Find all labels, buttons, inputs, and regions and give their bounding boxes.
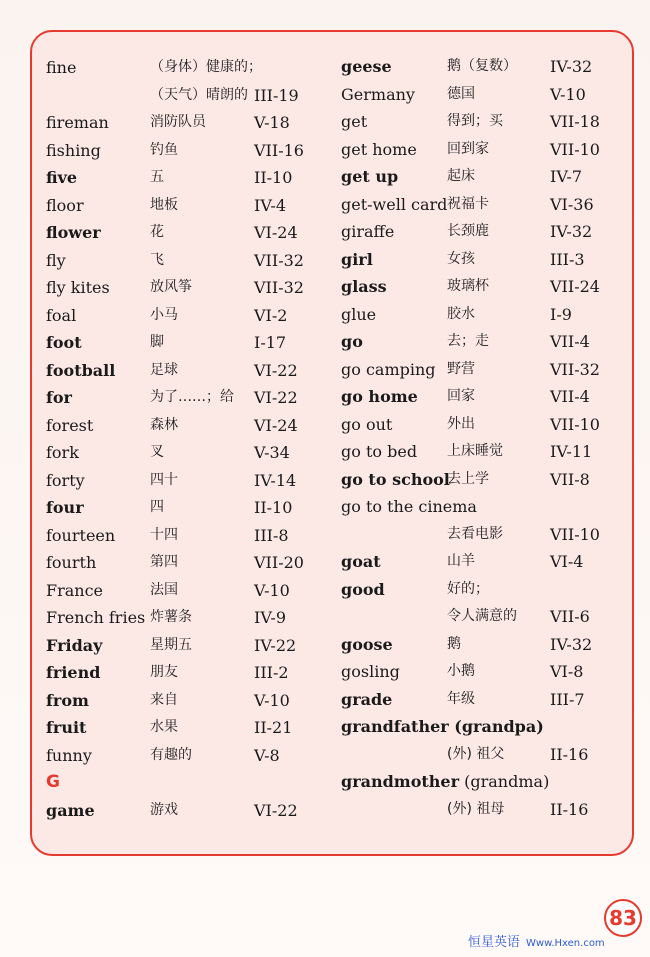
entry-chinese-meaning: 炸薯条	[150, 609, 192, 625]
entry-unit-reference: IV-32	[550, 222, 593, 241]
entry-unit-reference: III-19	[254, 85, 299, 105]
entry-word	[341, 768, 549, 795]
entry-unit-reference: VII-8	[550, 469, 590, 489]
entry-headword: fruit	[46, 718, 87, 737]
entry-word	[341, 191, 447, 218]
entry-chinese-meaning: 游戏	[150, 801, 178, 818]
entry-word	[341, 301, 376, 328]
entry-word	[341, 81, 415, 108]
entry-headword: go camping	[341, 359, 436, 379]
entry-unit-reference: II-10	[254, 168, 293, 187]
entry-word-variant: (grandma)	[459, 772, 550, 791]
entry-unit-reference: VI-22	[254, 800, 298, 820]
entry-word	[46, 494, 84, 521]
entry-headword: four	[46, 498, 84, 517]
entry-chinese-meaning: 德国	[447, 85, 475, 102]
entry-word	[46, 219, 101, 246]
entry-chinese-meaning: 鹅（复数）	[447, 58, 517, 74]
entry-word	[46, 439, 79, 466]
entry-headword: Germany	[341, 84, 415, 104]
entry-chinese-meaning: 朋友	[150, 664, 178, 680]
entry-word	[341, 218, 394, 245]
entry-chinese-meaning: 消防队员	[150, 114, 206, 130]
entry-unit-reference: VII-16	[254, 140, 304, 160]
entry-unit-reference: VII-10	[550, 139, 600, 159]
entry-chinese-meaning: 外出	[447, 415, 475, 432]
entry-unit-reference: VII-32	[254, 278, 304, 297]
entry-chinese-meaning: 上床睡觉	[447, 443, 503, 459]
entry-unit-reference: VII-20	[254, 553, 304, 572]
entry-headword: glass	[341, 277, 387, 296]
entry-headword: fourteen	[46, 525, 116, 545]
entry-chinese-meaning: 有趣的	[150, 746, 192, 763]
entry-chinese-meaning: 来自	[150, 691, 178, 708]
entry-word	[341, 246, 373, 273]
entry-chinese-meaning: 山羊	[447, 553, 475, 569]
entry-word	[46, 687, 89, 714]
entry-word	[46, 549, 96, 576]
entry-unit-reference: VII-10	[550, 414, 600, 434]
entry-word	[341, 658, 400, 685]
entry-chinese-meaning: 得到；买	[447, 113, 503, 129]
entry-word	[46, 302, 76, 329]
entry-chinese-meaning: 足球	[150, 361, 178, 378]
entry-headword: go to school	[341, 469, 450, 489]
entry-headword: fly	[46, 250, 66, 270]
entry-unit-reference: V-10	[254, 690, 290, 710]
entry-unit-reference: I-9	[550, 304, 572, 324]
entry-headword: get	[341, 112, 368, 131]
entry-unit-reference: II-21	[254, 718, 293, 737]
entry-headword: forty	[46, 470, 85, 490]
entry-headword: foal	[46, 305, 77, 325]
entry-chinese-meaning: 鹅	[447, 635, 461, 652]
entry-headword: fine	[46, 58, 77, 77]
entry-unit-reference: IV-4	[254, 195, 286, 215]
entry-word	[46, 577, 103, 604]
entry-chinese-meaning: 小马	[150, 306, 178, 323]
entry-unit-reference: VII-4	[550, 332, 590, 351]
entry-chinese-meaning: 花	[150, 224, 164, 240]
entry-word	[46, 604, 145, 631]
entry-unit-reference: IV-11	[550, 442, 593, 461]
entry-word	[341, 273, 387, 300]
entry-chinese-meaning: 小鹅	[447, 663, 475, 679]
entry-headword: fireman	[46, 113, 109, 132]
entry-chinese-meaning: 年级	[447, 690, 475, 707]
entry-word	[341, 686, 392, 713]
entry-chinese-meaning: 去；走	[447, 333, 489, 349]
watermark-brand: 恒星英语	[468, 935, 521, 950]
entry-headword: five	[46, 168, 78, 187]
entry-unit-reference: II-16	[550, 799, 589, 819]
entry-unit-reference: VI-24	[254, 223, 298, 242]
entry-word	[341, 328, 363, 355]
entry-headword: football	[46, 360, 116, 380]
entry-unit-reference: VII-6	[550, 607, 590, 626]
entry-unit-reference: V-18	[254, 113, 290, 132]
entry-unit-reference: VII-18	[550, 112, 600, 131]
entry-chinese-meaning: （身体）健康的；	[150, 59, 262, 75]
entry-chinese-meaning: 为了……；给	[150, 389, 234, 405]
section-letter: G	[46, 772, 60, 792]
entry-headword: flower	[46, 223, 101, 242]
entry-word	[46, 384, 72, 411]
entry-chinese-meaning: 好的；	[447, 580, 489, 597]
entry-chinese-meaning: 起床	[447, 168, 475, 184]
entry-headword: geese	[341, 57, 392, 76]
entry-word	[46, 467, 85, 494]
page-number-badge	[604, 899, 642, 937]
entry-word	[46, 137, 101, 164]
entry-chinese-meaning: 玻璃杯	[447, 278, 489, 294]
entry-word	[46, 357, 115, 384]
entry-unit-reference: VI-24	[254, 415, 298, 435]
entry-headword: glue	[341, 304, 377, 324]
entry-chinese-meaning: 野营	[447, 360, 475, 377]
entry-chinese-meaning: 法国	[150, 581, 178, 598]
entry-word	[46, 632, 102, 659]
entry-headword: Friday	[46, 635, 103, 655]
entry-headword: get-well card	[341, 194, 448, 214]
entry-chinese-meaning: 水果	[150, 719, 178, 735]
entry-unit-reference: V-8	[254, 745, 280, 765]
entry-chinese-meaning: 飞	[150, 251, 164, 268]
entry-headword: go to the cinema	[341, 497, 477, 516]
entry-word	[46, 412, 93, 439]
entry-unit-reference: VI-36	[550, 194, 594, 214]
entry-word	[341, 466, 450, 493]
entry-word	[341, 713, 544, 740]
entry-unit-reference: III-2	[254, 663, 289, 682]
entry-unit-reference: IV-22	[254, 635, 297, 655]
entry-headword: forest	[46, 415, 94, 435]
entry-chinese-meaning: 森林	[150, 416, 178, 433]
entry-word	[46, 109, 109, 136]
watermark-site: Www.Hxen.com	[526, 938, 605, 949]
entry-headword: go to bed	[341, 442, 418, 461]
entry-headword: grade	[341, 689, 393, 709]
entry-headword: go	[341, 332, 363, 351]
entry-unit-reference: V-10	[254, 580, 290, 600]
entry-chinese-meaning: 胶水	[447, 305, 475, 322]
entry-word	[46, 797, 95, 824]
entry-unit-reference: IV-32	[550, 634, 593, 654]
entry-word	[46, 192, 84, 219]
entry-headword: goose	[341, 634, 393, 654]
entry-unit-reference: VI-22	[254, 360, 298, 380]
entry-word	[341, 631, 393, 658]
entry-headword: game	[46, 800, 95, 820]
entry-chinese-meaning: 回到家	[447, 140, 489, 157]
entry-unit-reference: II-10	[254, 498, 293, 517]
entry-word	[341, 576, 385, 603]
entry-chinese-meaning: 去上学	[447, 470, 489, 487]
entry-unit-reference: IV-7	[550, 167, 582, 186]
entry-chinese-meaning: 去看电影	[447, 525, 503, 542]
entry-word	[341, 438, 417, 465]
entry-chinese-meaning: (外) 祖母	[447, 800, 505, 817]
entry-word	[341, 411, 392, 438]
entry-chinese-meaning: 长颈鹿	[447, 223, 489, 239]
entry-headword: fourth	[46, 553, 97, 572]
entry-chinese-meaning: 令人满意的	[447, 608, 517, 624]
entry-chinese-meaning: 第四	[150, 554, 178, 570]
entry-headword: fork	[46, 443, 79, 462]
entry-headword: friend	[46, 663, 101, 682]
entry-word	[46, 164, 77, 191]
entry-word	[46, 714, 86, 741]
entry-word	[46, 54, 76, 81]
entry-headword: France	[46, 580, 104, 600]
entry-headword: for	[46, 388, 72, 407]
entry-unit-reference: VII-32	[254, 250, 304, 270]
entry-unit-reference: VI-4	[550, 552, 584, 571]
entry-unit-reference: II-16	[550, 744, 589, 764]
entry-headword: floor	[46, 195, 84, 215]
entry-word	[341, 493, 477, 520]
entry-chinese-meaning: 四	[150, 499, 164, 515]
entry-unit-reference: IV-32	[550, 57, 593, 76]
entry-unit-reference: VII-24	[550, 277, 600, 296]
entry-word	[46, 659, 100, 686]
entry-headword: girl	[341, 249, 373, 269]
entry-headword: grandmother	[341, 772, 460, 791]
entry-chinese-meaning: 脚	[150, 334, 164, 350]
entry-headword: get up	[341, 167, 399, 186]
entry-headword: get home	[341, 139, 417, 159]
entry-chinese-meaning: 女孩	[447, 250, 475, 267]
entry-headword: gosling	[341, 662, 400, 681]
entry-word	[46, 329, 82, 356]
site-watermark[interactable]	[468, 931, 605, 950]
entry-headword: French fries	[46, 608, 146, 627]
entry-headword: from	[46, 690, 89, 710]
entry-chinese-meaning: （天气）晴朗的	[150, 86, 248, 103]
entry-word	[341, 383, 418, 410]
entry-unit-reference: VI-2	[254, 305, 288, 325]
entry-word	[341, 548, 381, 575]
entry-chinese-meaning: 回家	[447, 388, 475, 404]
entry-unit-reference: III-8	[254, 525, 289, 545]
entry-headword: grandfather (grandpa)	[341, 717, 544, 736]
entry-headword: fly kites	[46, 278, 110, 297]
entry-word	[46, 742, 92, 769]
entry-chinese-meaning: 星期五	[150, 636, 192, 653]
entry-word	[341, 163, 398, 190]
entry-unit-reference: V-10	[550, 84, 586, 104]
entry-unit-reference: IV-9	[254, 608, 286, 627]
entry-headword: funny	[46, 745, 92, 765]
entry-chinese-meaning: (外) 祖父	[447, 745, 505, 762]
entry-unit-reference: VI-22	[254, 388, 298, 407]
entry-unit-reference: VII-32	[550, 359, 600, 379]
entry-chinese-meaning: 叉	[150, 444, 164, 460]
entry-chinese-meaning: 四十	[150, 471, 178, 488]
entry-chinese-meaning: 放风筝	[150, 279, 192, 295]
entry-unit-reference: VII-10	[550, 524, 600, 544]
entry-unit-reference: I-17	[254, 333, 287, 352]
entry-word	[46, 522, 115, 549]
entry-chinese-meaning: 五	[150, 169, 164, 185]
entry-unit-reference: VII-4	[550, 387, 590, 406]
entry-headword: go home	[341, 387, 418, 406]
entry-unit-reference: V-34	[254, 443, 290, 462]
entry-unit-reference: III-7	[550, 689, 585, 709]
entry-headword: fishing	[46, 140, 101, 160]
entry-chinese-meaning: 钓鱼	[150, 141, 178, 158]
entry-headword: foot	[46, 333, 82, 352]
entry-chinese-meaning: 十四	[150, 526, 178, 543]
entry-unit-reference: IV-14	[254, 470, 297, 490]
entry-headword: go out	[341, 414, 393, 434]
page-number: 83	[609, 906, 637, 930]
entry-chinese-meaning: 祝福卡	[447, 195, 489, 212]
entry-word	[341, 356, 436, 383]
entry-word	[46, 274, 110, 301]
entry-headword: goat	[341, 552, 381, 571]
entry-chinese-meaning: 地板	[150, 196, 178, 213]
entry-word	[46, 247, 66, 274]
entry-word	[341, 53, 392, 80]
entry-headword: good	[341, 579, 385, 599]
entry-word	[341, 108, 367, 135]
entry-headword: giraffe	[341, 222, 395, 241]
entry-unit-reference: VI-8	[550, 662, 584, 681]
entry-word	[341, 136, 417, 163]
entry-unit-reference: III-3	[550, 249, 585, 269]
